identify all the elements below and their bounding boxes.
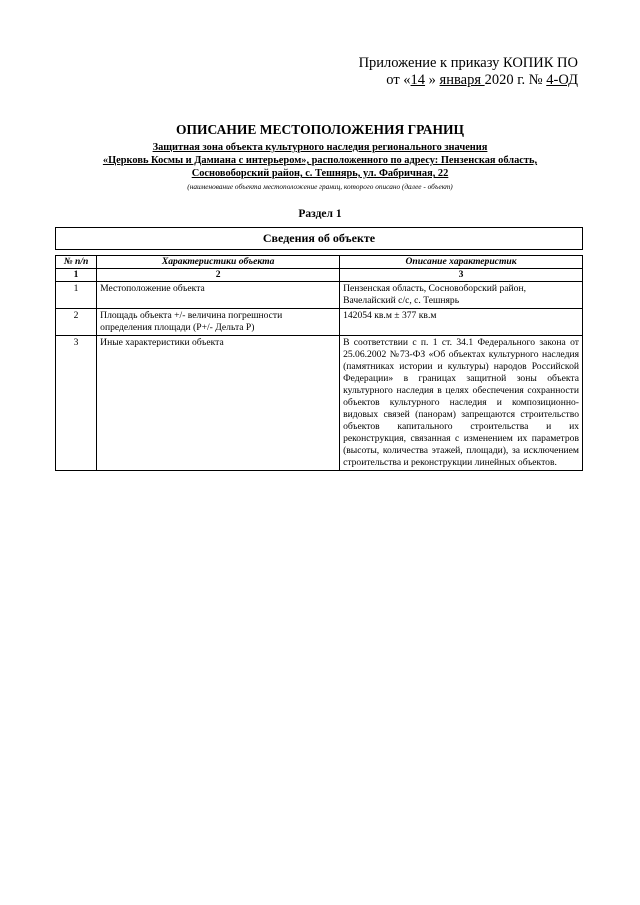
row-characteristic: Местоположение объекта: [97, 282, 340, 309]
column-number: 1: [56, 269, 97, 282]
row-characteristic: Иные характеристики объекта: [97, 336, 340, 471]
document-title: ОПИСАНИЕ МЕСТОПОЛОЖЕНИЯ ГРАНИЦ: [176, 122, 464, 137]
appendix-line-2: [359, 72, 578, 89]
row-number: 3: [56, 336, 97, 471]
subject-line-3: Сосновоборский район, с. Тешнярь, ул. Фабричная, 22: [191, 168, 449, 179]
row-description: В соответствии с п. 1 ст. 34.1 Федерального закона от 25.06.2002 №73-ФЗ «Об объектах культурного наследия (памятниках истории и культуры) народов Российской Федерации» в границах защитной зоны объекта культурного наследия в целях обеспечения сохранности объектов культурного наследия и композиционно-видовых связей (панорам) запрещаются строительство объектов капитального строительства и их реконструкция, связанная с изменением их параметров (высоты, количества этажей, площади), за исключением строительства и реконструкции линейных объектов.: [340, 336, 583, 471]
appendix-year: 2020 г. №: [484, 72, 547, 88]
row-description: Пензенская область, Сосновоборский район, Вачелайский с/с, с. Тешнярь: [340, 282, 583, 309]
subject-line-1: Защитная зона объекта культурного наследия регионального значения: [152, 142, 488, 153]
appendix-prefix: от «: [386, 72, 411, 88]
table-header-row: [56, 256, 583, 269]
column-number: 3: [340, 269, 583, 282]
table-row: [56, 336, 583, 471]
subject-line-2: «Церковь Космы и Дамиана с интерьером», расположенного по адресу: Пензенская область,: [102, 155, 538, 166]
object-subject: [60, 141, 580, 180]
row-characteristic: Площадь объекта +/- величина погрешности определения площади (Р+/- Дельта Р): [97, 309, 340, 336]
row-number: 1: [56, 282, 97, 309]
subject-caption: (наименование объекта местоположение границ, которого описано (далее - объект): [187, 182, 453, 191]
row-number: 2: [56, 309, 97, 336]
header-description: Описание характеристик: [340, 256, 583, 269]
column-number: 2: [97, 269, 340, 282]
object-info-table: [55, 255, 583, 471]
table-row: [56, 282, 583, 309]
row-description: 142054 кв.м ± 377 кв.м: [340, 309, 583, 336]
appendix-line-1: Приложение к приказу КОПИК ПО: [358, 55, 578, 71]
section-heading: Раздел 1: [298, 208, 342, 220]
appendix-number: 4-ОД: [546, 72, 578, 88]
appendix-mid: »: [425, 72, 440, 88]
appendix-month: января: [439, 72, 485, 88]
column-number-row: [56, 269, 583, 282]
appendix-header: [359, 55, 578, 89]
header-number: № п/п: [56, 256, 97, 269]
table-row: [56, 309, 583, 336]
object-info-heading: Сведения об объекте: [55, 227, 583, 250]
appendix-day: 14: [410, 72, 426, 88]
header-characteristic: Характеристики объекта: [97, 256, 340, 269]
